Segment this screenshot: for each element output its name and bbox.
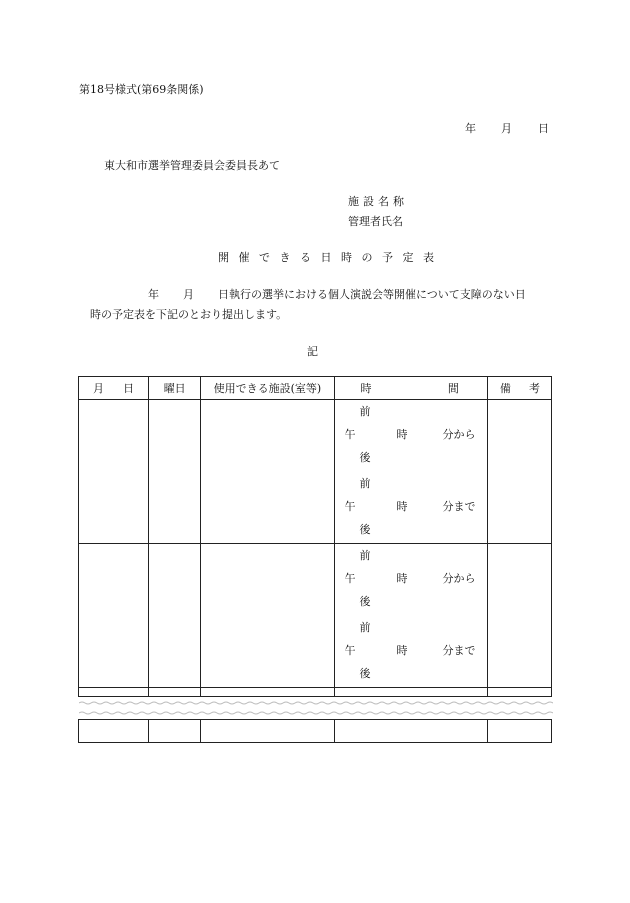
header-time-b: 間 bbox=[447, 382, 459, 395]
table-header-row bbox=[79, 377, 552, 400]
omission-break bbox=[79, 697, 552, 720]
time-from: 分から bbox=[442, 428, 476, 441]
time-pm-1: 後 bbox=[359, 451, 371, 464]
cell-time[interactable] bbox=[334, 400, 487, 544]
form-number: 第18号様式(第69条関係) bbox=[79, 83, 204, 96]
time-until: 分まで bbox=[442, 644, 476, 657]
cell-facility[interactable] bbox=[201, 544, 334, 688]
time-pm-2: 後 bbox=[359, 667, 371, 680]
schedule-table bbox=[78, 376, 552, 743]
cell-time[interactable] bbox=[334, 720, 487, 743]
table-row bbox=[79, 544, 552, 688]
header-note-b: 考 bbox=[529, 382, 540, 395]
time-until: 分まで bbox=[442, 500, 476, 513]
ki-heading: 記 bbox=[307, 345, 318, 358]
cell-facility[interactable] bbox=[201, 400, 334, 544]
date-day: 日 bbox=[538, 122, 549, 135]
cell-weekday[interactable] bbox=[149, 720, 201, 743]
header-time-a: 時 bbox=[360, 382, 372, 395]
cell-weekday[interactable] bbox=[149, 544, 201, 688]
header-note-a: 備 bbox=[499, 382, 511, 395]
table-row bbox=[79, 400, 552, 544]
time-am-2: 前 bbox=[359, 477, 371, 490]
header-facility: 使用できる施設(室等) bbox=[201, 377, 334, 400]
wavy-break-lines bbox=[79, 697, 553, 719]
time-am-1: 前 bbox=[359, 549, 371, 562]
header-weekday: 曜日 bbox=[149, 377, 201, 400]
header-month: 月 bbox=[93, 382, 104, 395]
cell-note[interactable] bbox=[487, 720, 551, 743]
recipient: 東大和市選挙管理委員会委員長あて bbox=[104, 159, 280, 172]
table-row-last bbox=[79, 720, 552, 743]
facility-name-label: 施設名称 bbox=[348, 195, 408, 208]
time-noon-1: 午 bbox=[344, 572, 356, 585]
time-pm-2: 後 bbox=[359, 523, 371, 536]
time-noon-2: 午 bbox=[344, 644, 356, 657]
time-from: 分から bbox=[442, 572, 476, 585]
time-hour-1: 時 bbox=[396, 428, 408, 441]
date-line bbox=[465, 120, 549, 136]
body-line1-text: 日執行の選挙における個人演説会等開催について支障のない日 bbox=[218, 288, 526, 301]
time-hour-1: 時 bbox=[396, 572, 408, 585]
time-am-2: 前 bbox=[359, 621, 371, 634]
header-note bbox=[487, 377, 551, 400]
time-hour-2: 時 bbox=[396, 500, 408, 513]
cell-date[interactable] bbox=[79, 400, 149, 544]
body-text-line1 bbox=[148, 286, 526, 302]
body-year: 年 bbox=[148, 288, 159, 301]
date-month: 月 bbox=[501, 122, 512, 135]
page-title: 開催できる日時の予定表 bbox=[218, 251, 444, 264]
time-pm-1: 後 bbox=[359, 595, 371, 608]
date-year: 年 bbox=[465, 122, 476, 135]
header-day: 日 bbox=[123, 382, 135, 395]
cell-time[interactable] bbox=[334, 544, 487, 688]
time-noon-2: 午 bbox=[344, 500, 356, 513]
cell-note[interactable] bbox=[487, 544, 551, 688]
header-time bbox=[334, 377, 487, 400]
cell-facility[interactable] bbox=[201, 720, 334, 743]
time-am-1: 前 bbox=[359, 405, 371, 418]
header-date bbox=[79, 377, 149, 400]
cell-weekday[interactable] bbox=[149, 400, 201, 544]
cell-note[interactable] bbox=[487, 400, 551, 544]
cell-date[interactable] bbox=[79, 544, 149, 688]
body-text-line2: 時の予定表を下記のとおり提出します。 bbox=[90, 308, 288, 321]
body-month: 月 bbox=[183, 288, 194, 301]
time-hour-2: 時 bbox=[396, 644, 408, 657]
table-row-continued bbox=[79, 688, 552, 697]
cell-date[interactable] bbox=[79, 720, 149, 743]
manager-name-label: 管理者氏名 bbox=[348, 215, 403, 228]
time-noon-1: 午 bbox=[344, 428, 356, 441]
